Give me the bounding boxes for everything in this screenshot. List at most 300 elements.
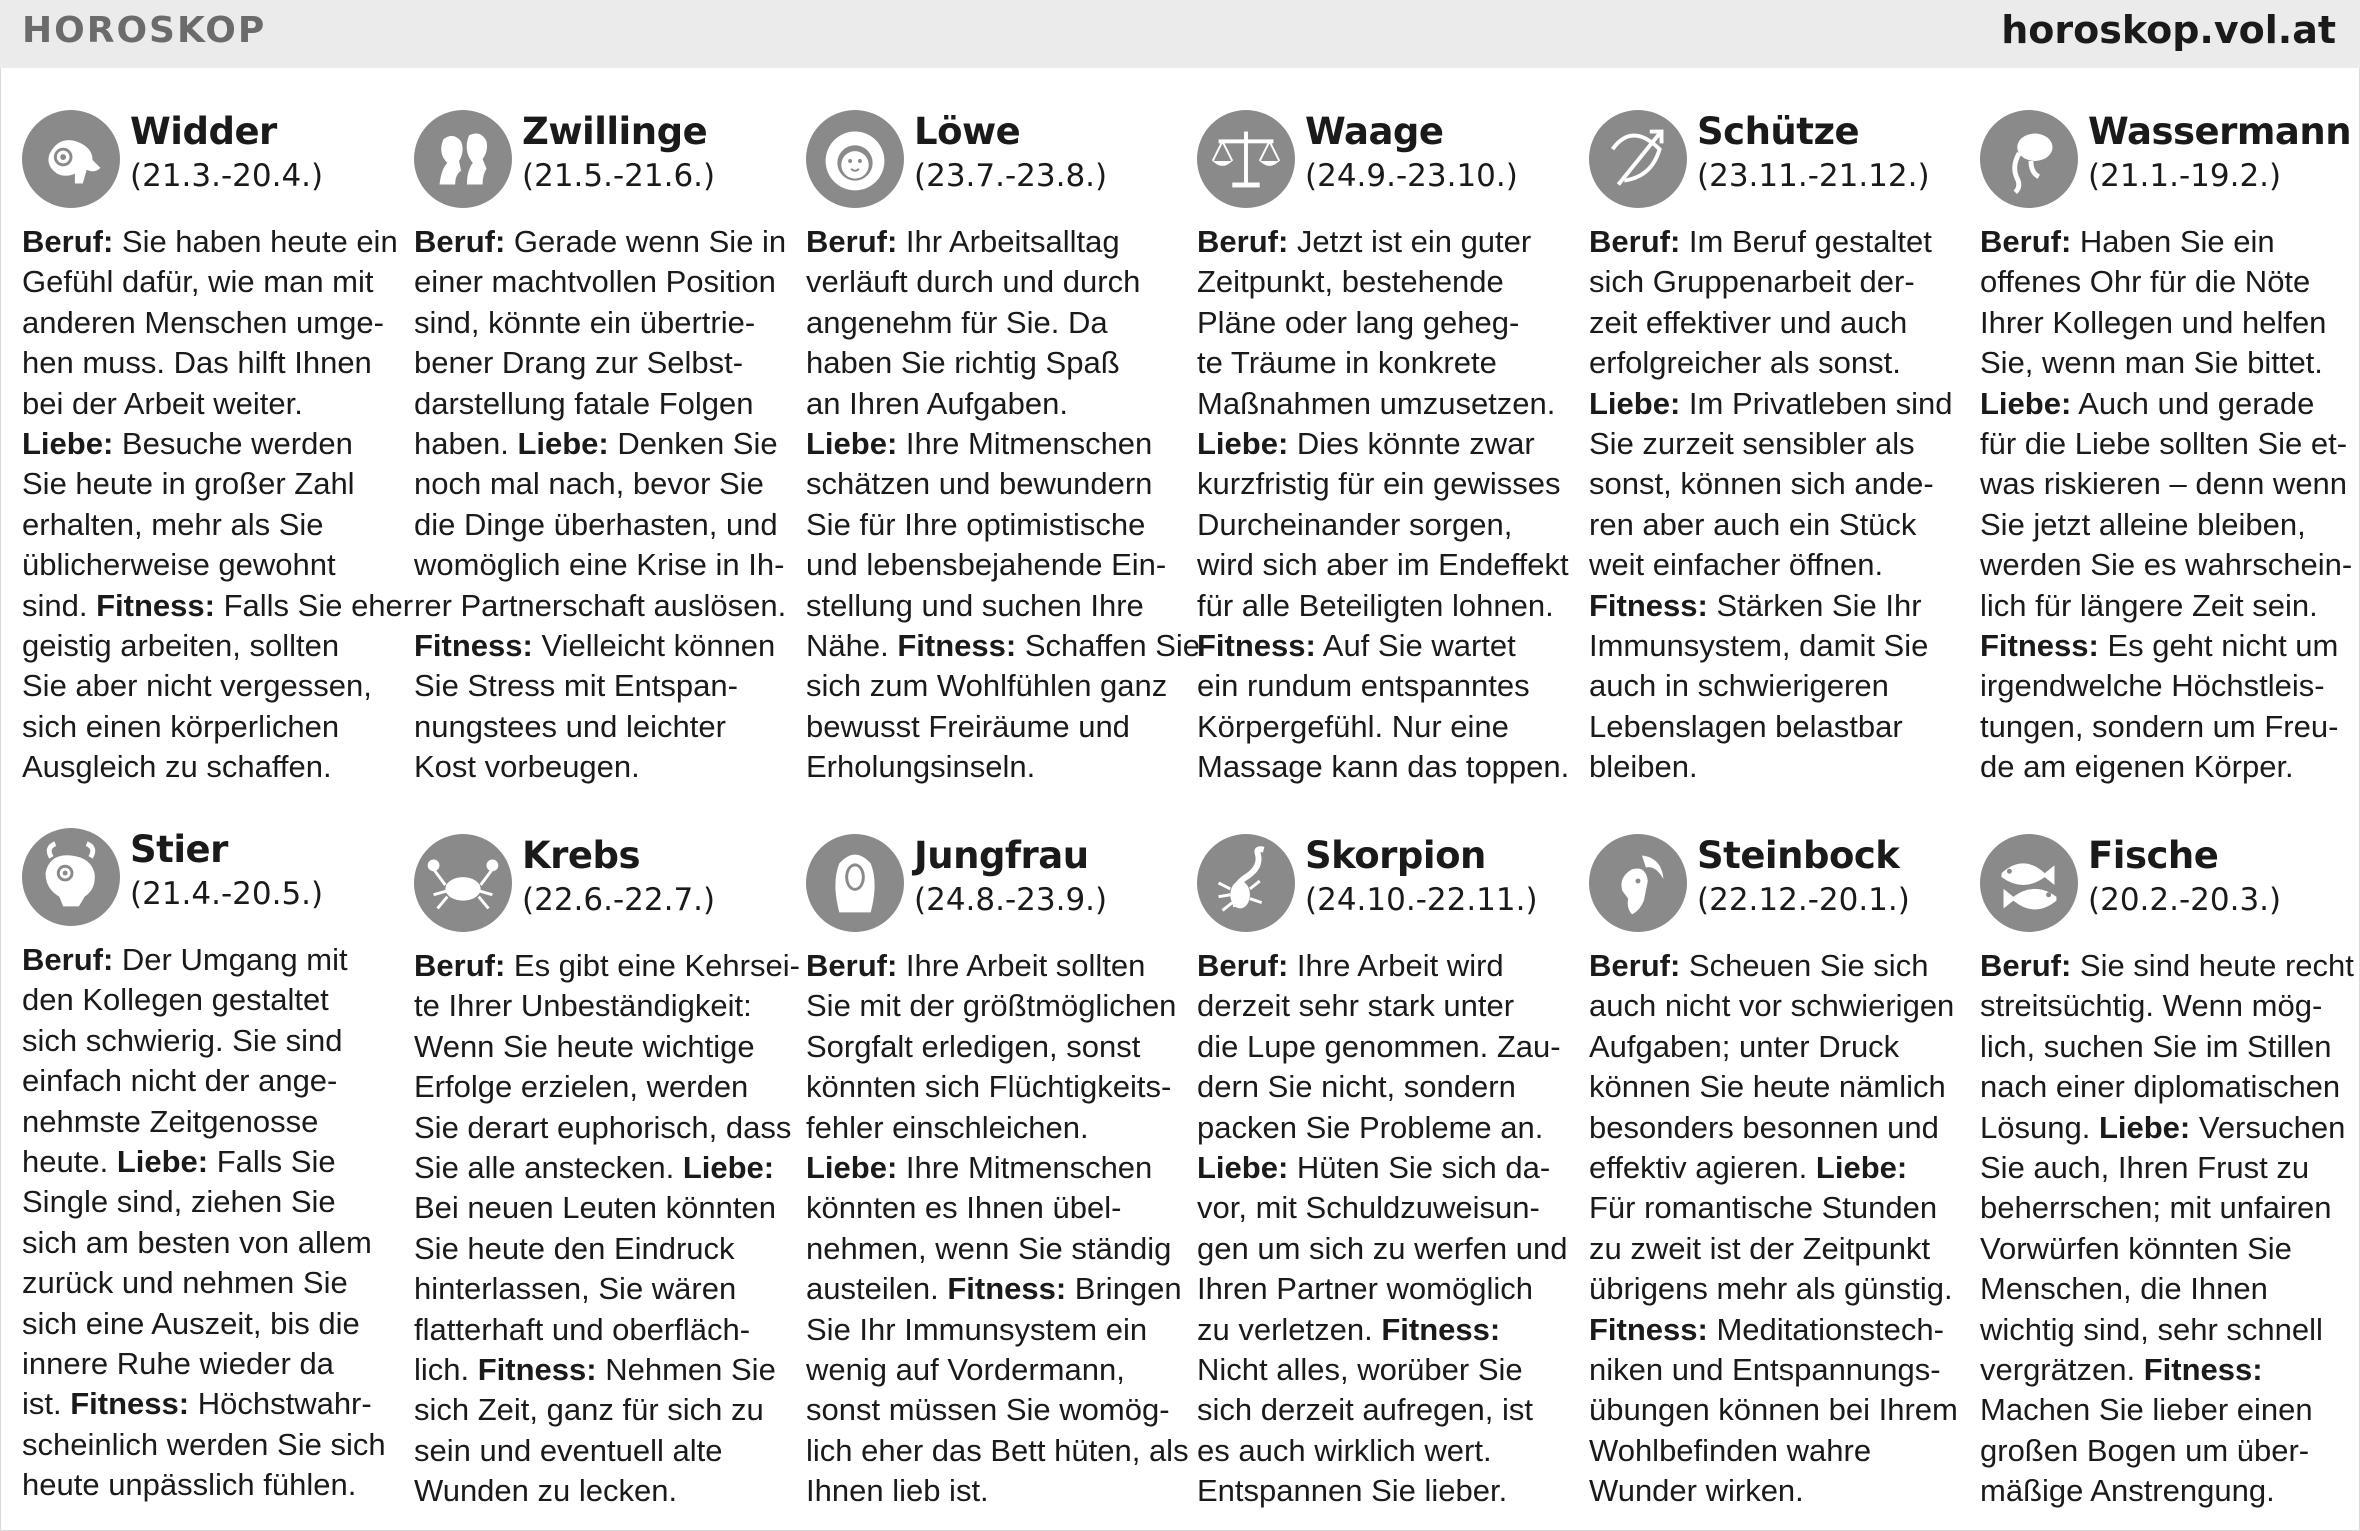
horoscope-text: bener Drang zur Selbst- — [414, 345, 744, 381]
category-label: Liebe: — [1197, 426, 1289, 462]
horoscope-text: Haben Sie ein — [2071, 224, 2275, 259]
text-line — [1197, 1269, 1557, 1309]
horoscope-text: Wohlbefinden wahre — [1589, 1432, 1872, 1468]
category-label: Fitness: — [1381, 1311, 1501, 1347]
horoscope-text: Sie für Ihre optimistische — [806, 506, 1146, 542]
text-line — [1197, 986, 1557, 1026]
text-line — [22, 1021, 382, 1061]
text-line — [1980, 626, 2340, 666]
horoscope-text: flatterhaft und oberfläch- — [414, 1311, 751, 1347]
text-line — [1589, 1188, 1949, 1228]
text-line — [1980, 1471, 2340, 1511]
horoscope-text: Sie, wenn man Sie bittet. — [1980, 345, 2323, 381]
bull-icon — [22, 828, 120, 926]
text-line — [414, 424, 778, 464]
text-line — [414, 986, 774, 1026]
horoscope-text: einer machtvollen Position — [414, 264, 776, 300]
horoscope-text: lich, suchen Sie im Stillen — [1980, 1028, 2332, 1064]
text-line — [414, 1067, 774, 1107]
text-line — [22, 384, 382, 424]
horoscope-text: an Ihren Aufgaben. — [806, 385, 1069, 421]
sign-name: Krebs — [522, 834, 641, 877]
sign-dates: (24.10.-22.11.) — [1305, 882, 1538, 918]
text-line — [22, 1384, 382, 1424]
category-label: Fitness: — [1589, 1311, 1708, 1347]
text-line — [1589, 1390, 1958, 1430]
sign-name: Stier — [130, 828, 228, 871]
sign-schuetze — [1589, 110, 1953, 788]
text-line — [1197, 1188, 1557, 1228]
horoscope-text: Auch und gerade — [2071, 385, 2315, 421]
horoscope-text: Sie auch, Ihren Frust zu — [1980, 1150, 2310, 1186]
horoscope-text: Bringen — [1066, 1271, 1182, 1307]
sign-widder — [22, 110, 414, 788]
horoscope-text: Höchstwahr- — [189, 1386, 372, 1422]
horoscope-text: haben Sie richtig Spaß — [806, 345, 1120, 381]
horoscope-text: effektiv agieren. — [1589, 1150, 1816, 1186]
category-label: Fitness: — [947, 1271, 1067, 1307]
text-line — [22, 747, 382, 787]
horoscope-text: Körpergefühl. Nur eine — [1197, 708, 1509, 744]
text-line — [806, 1108, 1166, 1148]
horoscope-text: Ihre Mitmenschen — [897, 426, 1153, 462]
horoscope-text: für die Liebe sollten Sie et- — [1980, 426, 2348, 462]
text-line — [1197, 666, 1557, 706]
horoscope-text: Der Umgang mit — [113, 942, 348, 977]
text-line — [1589, 1148, 1949, 1188]
horoscope-text: Lösung. — [1980, 1109, 2099, 1145]
horoscope-text: Sorgfalt erledigen, sonst — [806, 1028, 1141, 1064]
text-line — [22, 424, 382, 464]
horoscope-text: te Träume in konkrete — [1197, 345, 1497, 381]
horoscope-text: Sie mit der größtmöglichen — [806, 988, 1177, 1024]
horoscope-text: könnten sich Flüchtigkeits- — [806, 1069, 1172, 1105]
horoscope-text: Hüten Sie sich da- — [1288, 1150, 1551, 1186]
category-label: Beruf: — [22, 942, 114, 977]
category-label: Fitness: — [1197, 628, 1316, 664]
text-line — [806, 707, 1166, 747]
text-line — [806, 464, 1166, 504]
category-label: Fitness: — [1980, 628, 2099, 664]
text-line — [806, 1471, 1166, 1511]
text-line — [414, 303, 774, 343]
sign-name: Löwe — [914, 110, 1021, 153]
header-bar — [0, 0, 2360, 68]
horoscope-text: Für romantische Stunden — [1589, 1190, 1938, 1226]
text-line — [806, 747, 1166, 787]
horoscope-text: die Lupe genommen. Zau- — [1197, 1028, 1561, 1064]
horoscope-text: Wunden zu lecken. — [414, 1473, 678, 1509]
sign-text — [1589, 222, 1953, 788]
horoscope-text: besonders besonnen und — [1589, 1109, 1939, 1145]
text-line — [806, 626, 1201, 666]
horoscope-text: Im Beruf gestaltet — [1680, 224, 1932, 259]
sign-header — [22, 828, 382, 940]
text-line — [806, 666, 1166, 706]
sign-dates: (21.3.-20.4.) — [130, 158, 324, 194]
sign-dates: (24.8.-23.9.) — [914, 882, 1108, 918]
sign-header — [1589, 110, 1949, 222]
horoscope-text: Ihre Arbeit sollten — [897, 948, 1146, 983]
horoscope-text: zurück und nehmen Sie — [22, 1265, 348, 1301]
horoscope-text: sich am besten von allem — [22, 1224, 372, 1260]
sign-name: Waage — [1305, 110, 1444, 153]
text-line — [806, 1027, 1166, 1067]
site-url[interactable]: horoskop.vol.at — [2001, 8, 2336, 52]
horoscope-text: Kost vorbeugen. — [414, 749, 640, 785]
horoscope-text: Single sind, ziehen Sie — [22, 1184, 336, 1220]
text-line — [1980, 986, 2340, 1026]
horoscope-text: darstellung fatale Folgen — [414, 385, 754, 421]
horoscope-text: Sie Ihr Immunsystem ein — [806, 1311, 1148, 1347]
horoscope-text: Scheuen Sie sich — [1680, 948, 1929, 983]
sign-header — [1980, 834, 2340, 946]
text-line — [1980, 1108, 2346, 1148]
category-label: Beruf: — [1197, 224, 1289, 259]
text-line — [22, 545, 382, 585]
horoscope-text: Sie haben heute ein — [113, 224, 398, 259]
text-line — [806, 505, 1166, 545]
text-line — [1980, 303, 2340, 343]
horoscope-text: haben. — [414, 426, 518, 462]
text-line — [1980, 1067, 2340, 1107]
category-label: Liebe: — [806, 1150, 898, 1186]
text-line — [22, 1061, 382, 1101]
text-line — [1197, 707, 1557, 747]
horoscope-text: Falls Sie — [208, 1144, 336, 1180]
horoscope-text: bleiben. — [1589, 749, 1698, 785]
horoscope-text: Wenn Sie heute wichtige — [414, 1028, 755, 1064]
horoscope-text: Denken Sie — [608, 426, 778, 462]
horoscope-text: und lebensbejahende Ein- — [806, 547, 1167, 583]
horoscope-text: Massage kann das toppen. — [1197, 749, 1570, 785]
text-line — [1197, 1229, 1568, 1269]
text-line — [414, 666, 774, 706]
horoscope-text: sind, könnte ein übertrie- — [414, 304, 756, 340]
sign-dates: (20.2.-20.3.) — [2088, 882, 2282, 918]
horoscope-text: sind. — [22, 587, 97, 623]
horoscope-text: für alle Beteiligten lohnen. — [1197, 587, 1554, 623]
text-line — [414, 1431, 774, 1471]
horoscope-text: Zeitpunkt, bestehende — [1197, 264, 1504, 300]
horoscope-text: de am eigenen Körper. — [1980, 749, 2294, 785]
horoscope-text: Ausgleich zu schaffen. — [22, 749, 332, 785]
text-line — [1589, 424, 1949, 464]
category-label: Fitness: — [2143, 1352, 2263, 1388]
text-line — [806, 1350, 1166, 1390]
text-line — [1589, 384, 1953, 424]
text-line — [22, 1425, 386, 1465]
category-label: Liebe: — [2098, 1109, 2191, 1145]
horoscope-text: Pläne oder lang geheg- — [1197, 304, 1520, 340]
text-line — [22, 666, 382, 706]
text-line — [22, 1263, 382, 1303]
category-label: Fitness: — [96, 587, 215, 623]
text-line — [1980, 586, 2340, 626]
horoscope-text: hen muss. Das hilft Ihnen — [22, 345, 372, 381]
horoscope-text: dern Sie nicht, sondern — [1197, 1069, 1516, 1105]
text-line — [1980, 666, 2340, 706]
text-line — [1980, 545, 2353, 585]
category-label: Beruf: — [414, 948, 506, 983]
text-line — [1980, 1431, 2340, 1471]
text-line — [1980, 384, 2340, 424]
horoscope-text: noch mal nach, bevor Sie — [414, 466, 764, 502]
sign-header — [1589, 834, 1949, 946]
sign-text — [1197, 946, 1568, 1512]
category-label: Liebe: — [682, 1150, 775, 1186]
horoscope-text: Ihre Arbeit wird — [1288, 948, 1504, 983]
scorpion-icon — [1197, 834, 1295, 932]
category-label: Fitness: — [1589, 587, 1708, 623]
text-line — [1197, 626, 1557, 666]
text-line — [22, 1344, 382, 1384]
sign-text — [414, 222, 787, 788]
sign-name: Steinbock — [1697, 834, 1900, 877]
horoscope-text: erfolgreicher als sonst. — [1589, 345, 1901, 381]
sign-header — [1197, 110, 1557, 222]
horoscope-text: nungstees und leichter — [414, 708, 726, 744]
text-line — [1197, 1148, 1557, 1188]
horoscope-text: Jetzt ist ein guter — [1288, 224, 1532, 259]
sign-stier — [22, 828, 386, 1506]
horoscope-text: sich einen körperlichen — [22, 708, 340, 744]
category-label: Beruf: — [1589, 224, 1681, 259]
horoscope-text: sonst müssen Sie womög- — [806, 1392, 1170, 1428]
virgin-icon — [806, 834, 904, 932]
horoscope-text: es auch wirklich wert. — [1197, 1432, 1492, 1468]
text-line — [1197, 222, 1557, 262]
horoscope-text: sich eine Auszeit, bis die — [22, 1305, 360, 1341]
text-line — [806, 1310, 1166, 1350]
horoscope-text: nehmen, wenn Sie ständig — [806, 1230, 1172, 1266]
water-bearer-icon — [1980, 110, 2078, 208]
sign-header — [414, 110, 774, 222]
horoscope-text: innere Ruhe wieder da — [22, 1346, 334, 1382]
horoscope-text: sich Zeit, ganz für sich zu — [414, 1392, 764, 1428]
category-label: Liebe: — [116, 1144, 209, 1180]
sign-text — [806, 946, 1189, 1512]
text-line — [806, 1269, 1182, 1309]
horoscope-text: hinterlassen, Sie wären — [414, 1271, 737, 1307]
text-line — [414, 505, 778, 545]
sign-dates: (21.4.-20.5.) — [130, 876, 324, 912]
text-line — [414, 222, 787, 262]
horoscope-text: Nehmen Sie — [596, 1352, 776, 1388]
horoscope-text: Vorwürfen könnten Sie — [1980, 1230, 2292, 1266]
horoscope-text: Auf Sie wartet — [1315, 628, 1516, 664]
text-line — [1589, 586, 1949, 626]
horoscope-text: lich. — [414, 1352, 478, 1388]
text-line — [1197, 1431, 1557, 1471]
category-label: Liebe: — [806, 426, 898, 462]
text-line — [806, 545, 1166, 585]
sign-steinbock — [1589, 834, 1958, 1512]
text-line — [1589, 1350, 1949, 1390]
horoscope-text: Sie alle anstecken. — [414, 1150, 683, 1186]
text-line — [22, 707, 382, 747]
horoscope-text: Stärken Sie Ihr — [1707, 587, 1922, 623]
horoscope-text: wichtig sind, sehr schnell — [1980, 1311, 2323, 1347]
text-line — [1980, 946, 2354, 986]
horoscope-text: Ihnen lieb ist. — [806, 1473, 989, 1509]
text-line — [414, 343, 774, 383]
horoscope-text: einfach nicht der ange- — [22, 1063, 338, 1099]
sign-name: Wassermann — [2088, 110, 2352, 153]
sign-jungfrau — [806, 834, 1189, 1512]
horoscope-text: kurzfristig für ein gewisses — [1197, 466, 1561, 502]
crab-icon — [414, 834, 512, 932]
text-line — [1589, 222, 1949, 262]
sign-krebs — [414, 834, 800, 1512]
category-label: Beruf: — [806, 948, 898, 983]
text-line — [1589, 1067, 1949, 1107]
horoscope-text: sonst, können sich ande- — [1589, 466, 1934, 502]
goat-icon — [1589, 834, 1687, 932]
text-line — [22, 980, 382, 1020]
text-line — [1197, 1067, 1557, 1107]
horoscope-text: te Ihrer Unbeständigkeit: — [414, 988, 752, 1024]
horoscope-text: Gerade wenn Sie in — [505, 224, 787, 259]
text-line — [1980, 424, 2348, 464]
text-line — [806, 586, 1166, 626]
text-line — [22, 464, 382, 504]
category-label: Liebe: — [22, 426, 114, 462]
text-line — [1589, 986, 1955, 1026]
horoscope-text: wenig auf Vordermann, — [806, 1352, 1125, 1388]
horoscope-text: bei der Arbeit weiter. — [22, 385, 303, 421]
text-line — [414, 707, 774, 747]
text-line — [22, 586, 414, 626]
horoscope-text: Erfolge erzielen, werden — [414, 1069, 749, 1105]
horoscope-text: vor, mit Schuldzuweisun- — [1197, 1190, 1540, 1226]
category-label: Liebe: — [1589, 385, 1681, 421]
category-label: Beruf: — [414, 224, 506, 259]
sign-dates: (22.6.-22.7.) — [522, 882, 716, 918]
text-line — [414, 1027, 774, 1067]
text-line — [1980, 1229, 2340, 1269]
category-label: Fitness: — [477, 1352, 597, 1388]
sign-dates: (21.1.-19.2.) — [2088, 158, 2282, 194]
fish-icon — [1980, 834, 2078, 932]
horoscope-text: könnten es Ihnen übel- — [806, 1190, 1122, 1226]
text-line — [22, 1102, 382, 1142]
text-line — [1980, 1188, 2340, 1228]
horoscope-text: Menschen, die Ihnen — [1980, 1271, 2268, 1307]
text-line — [1197, 505, 1557, 545]
horoscope-text: womöglich eine Krise in Ih- — [414, 547, 785, 583]
horoscope-text: Sie Stress mit Entspan- — [414, 668, 738, 704]
text-line — [414, 1108, 792, 1148]
horoscope-text: mäßige Anstrengung. — [1980, 1473, 2275, 1509]
horoscope-text: Sie derart euphorisch, dass — [414, 1109, 792, 1145]
text-line — [1197, 1471, 1557, 1511]
horoscope-text: Machen Sie lieber einen — [1980, 1392, 2313, 1428]
text-line — [414, 1390, 774, 1430]
text-line — [806, 1067, 1172, 1107]
horoscope-text: auch nicht vor schwierigen — [1589, 988, 1955, 1024]
sign-text — [1589, 946, 1958, 1512]
category-label: Liebe: — [1980, 385, 2072, 421]
horoscope-text: Falls Sie eher — [214, 587, 414, 623]
sign-text — [22, 940, 386, 1506]
horoscope-text: Nicht alles, worüber Sie — [1197, 1352, 1523, 1388]
horoscope-text: können Sie heute nämlich — [1589, 1069, 1946, 1105]
text-line — [1197, 424, 1557, 464]
text-line — [1197, 1350, 1557, 1390]
text-line — [414, 1269, 774, 1309]
text-line — [1980, 747, 2340, 787]
horoscope-text: Ihr Arbeitsalltag — [897, 224, 1120, 259]
text-line — [22, 1304, 382, 1344]
horoscope-text: sich derzeit aufregen, ist — [1197, 1392, 1534, 1428]
horoscope-text: heute unpässlich fühlen. — [22, 1467, 357, 1503]
horoscope-text: Nähe. — [806, 628, 898, 664]
horoscope-text: Ihren Partner womöglich — [1197, 1271, 1533, 1307]
horoscope-text: großen Bogen um über- — [1980, 1432, 2310, 1468]
text-line — [22, 940, 382, 980]
sign-fische — [1980, 834, 2354, 1512]
category-label: Beruf: — [1197, 948, 1289, 983]
sign-skorpion — [1197, 834, 1568, 1512]
text-line — [1197, 1108, 1557, 1148]
horoscope-text: Sie zurzeit sensibler als — [1589, 426, 1915, 462]
horoscope-text: weit einfacher öffnen. — [1589, 547, 1884, 583]
horoscope-text: Es gibt eine Kehrsei- — [505, 948, 800, 983]
sign-text — [806, 222, 1201, 788]
horoscope-text: werden Sie es wahrschein- — [1980, 547, 2353, 583]
category-label: Fitness: — [414, 628, 533, 664]
text-line — [1197, 464, 1561, 504]
text-line — [1980, 262, 2340, 302]
text-line — [806, 986, 1177, 1026]
text-line — [1589, 626, 1949, 666]
horoscope-text: Meditationstech- — [1707, 1311, 1944, 1347]
horoscope-text: ist. — [22, 1386, 71, 1422]
text-line — [414, 1310, 774, 1350]
text-line — [1980, 343, 2340, 383]
horoscope-text: üblicherweise gewohnt — [22, 547, 336, 583]
horoscope-text: zu zweit ist der Zeitpunkt — [1589, 1230, 1931, 1266]
horoscope-text: streitsüchtig. Wenn mög- — [1980, 988, 2323, 1024]
text-line — [806, 303, 1166, 343]
sign-dates: (24.9.-23.10.) — [1305, 158, 1518, 194]
horoscope-text: Bei neuen Leuten könnten — [414, 1190, 776, 1226]
text-line — [1589, 1431, 1949, 1471]
archer-icon — [1589, 110, 1687, 208]
horoscope-text: Lebenslagen belastbar — [1589, 708, 1903, 744]
text-line — [1980, 1148, 2340, 1188]
text-line — [806, 222, 1166, 262]
twins-icon — [414, 110, 512, 208]
sign-name: Jungfrau — [914, 834, 1089, 877]
text-line — [1197, 343, 1557, 383]
horoscope-text: scheinlich werden Sie sich — [22, 1426, 386, 1462]
horoscope-text: Erholungsinseln. — [806, 749, 1036, 785]
text-line — [1980, 707, 2340, 747]
text-line — [1589, 1027, 1949, 1067]
text-line — [1197, 1027, 1561, 1067]
horoscope-text: stellung und suchen Ihre — [806, 587, 1144, 623]
horoscope-text: übrigens mehr als günstig. — [1589, 1271, 1953, 1307]
horoscope-text: derzeit sehr stark unter — [1197, 988, 1515, 1024]
horoscope-text: Sie sind heute recht — [2071, 948, 2354, 983]
text-line — [1197, 1390, 1557, 1430]
text-line — [1197, 946, 1557, 986]
horoscope-text: gen um sich zu werfen und — [1197, 1230, 1568, 1266]
horoscope-text: übungen können bei Ihrem — [1589, 1392, 1958, 1428]
horoscope-text: sich zum Wohlfühlen ganz — [806, 668, 1168, 704]
